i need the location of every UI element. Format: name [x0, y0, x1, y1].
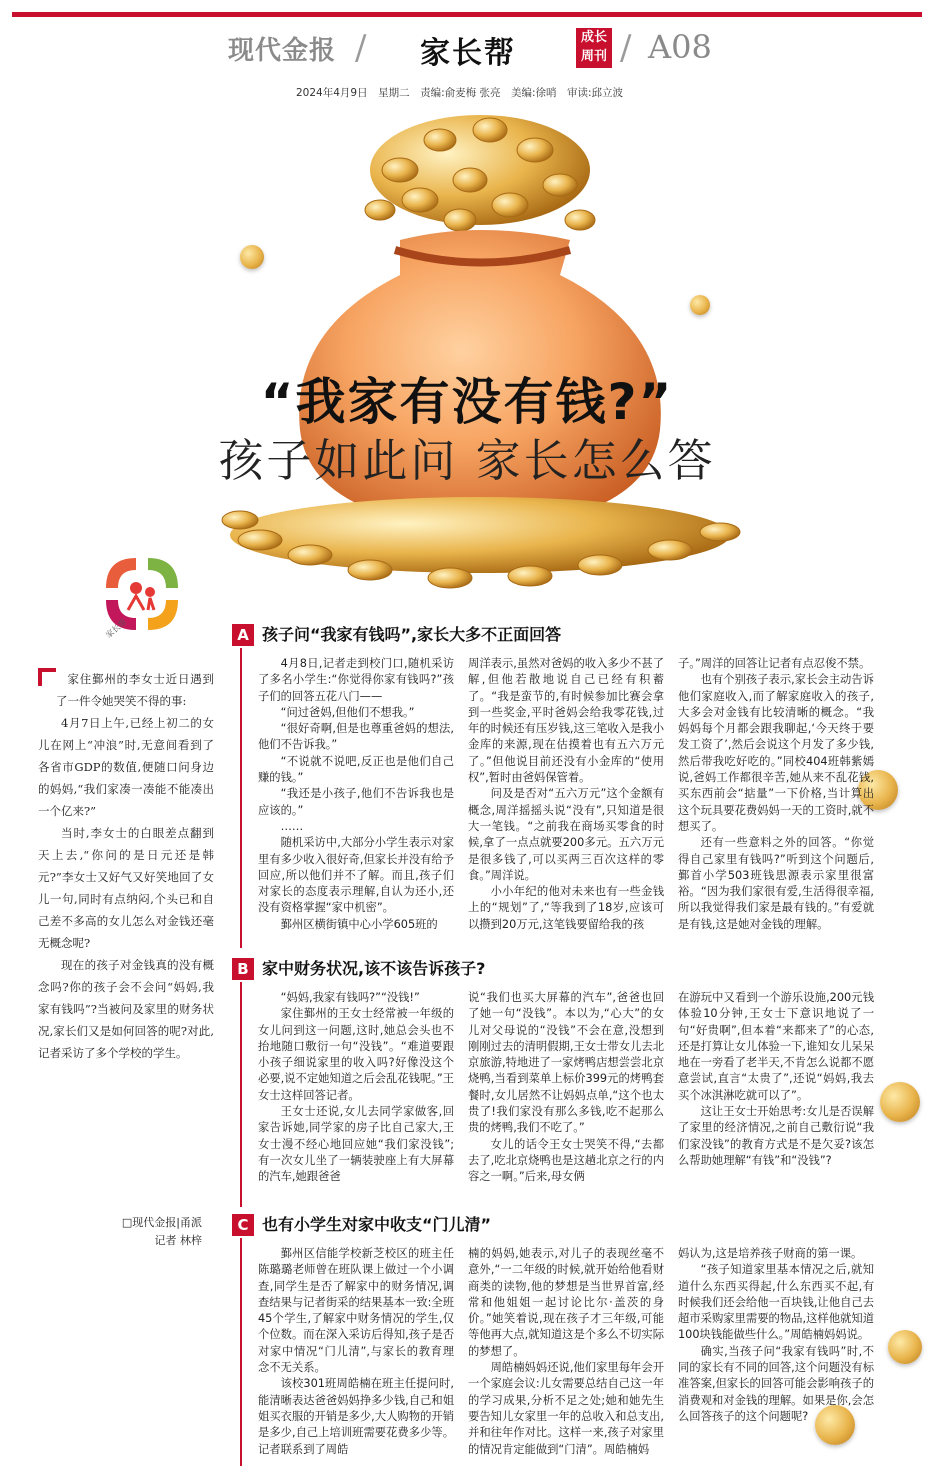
body-paragraph: 周皓楠妈妈还说,他们家里每年会开一个家庭会议:儿女需要总结自己这一年的学习成果,分析不足之处;她和她先生要告知儿女家里一年的总收入和总支出,并和往年作对比。这样一来,孩子对家里的情况肯定能做到“门清”。周皓楠妈 — [468, 1361, 664, 1456]
body-paragraph: 问及是否对“五六万元”这个金额有概念,周洋摇摇头说“没有”,只知道是很大一笔钱。“之前我在商场买零食的时候,拿了一点点就要200多元。五六万元是很多钱了,可以买两三百次这样的零食。”周洋说。 — [468, 787, 664, 882]
body-paragraph: …… — [280, 819, 304, 833]
body-paragraph: “不说就不说吧,反正也是他们自己赚的钱。” — [258, 754, 454, 785]
masthead-divider: / — [355, 28, 367, 68]
section-b-column-1 — [258, 990, 454, 1206]
lede-bracket — [38, 668, 56, 686]
byline — [98, 1214, 202, 1250]
body-paragraph: 楠的妈妈,她表示,对儿子的表现丝毫不意外,“一二年级的时候,就开始给他看财商类的读物,他的梦想是当世界首富,经常和他姐姐一起讨论比尔·盖茨的身价。”她笑着说,现在孩子才三年级,可能等他再大点,就知道这是个多么不切实际的梦想了。 — [468, 1247, 664, 1358]
section-rule — [240, 648, 242, 948]
body-paragraph: 小小年纪的他对未来也有一些金钱上的“规划”了,“等我到了18岁,应该可以攒到20万元,这笔钱要留给我的孩 — [468, 885, 664, 931]
body-paragraph: “问过爸妈,但他们不想我。” — [280, 705, 415, 719]
body-paragraph: 随机采访中,大部分小学生表示对家里有多少收入很好奇,但家长并没有给予回应,所以他们并不了解。而且,孩子们对家长的态度表示理解,自认为还小,还没有资格掌握“家中机密”。 — [258, 836, 454, 915]
body-paragraph: 子。”周洋的回答让记者有点忍俊不禁。 — [678, 657, 871, 670]
lede-paragraph: 当时,李女士的白眼差点翻到天上去,“你问的是日元还是韩元?”李女士又好气又好笑地回了女儿一句,同时有点纳闷,个头已和自己差不多高的女儿怎么对金钱还毫无概念呢? — [38, 826, 214, 950]
top-red-rule — [12, 12, 922, 17]
section-c-column-1 — [258, 1246, 454, 1468]
section-b-column-2 — [468, 990, 664, 1206]
weekly-badge-line1: 成长 — [580, 30, 607, 45]
issue-meta: 2024年4月9日 星期二 责编:俞麦梅 张亮 美编:徐哨 审读:邱立波 — [296, 87, 624, 99]
main-headline: “我家有没有钱?” — [260, 373, 674, 431]
body-paragraph: “妈妈,我家有钱吗?”“没钱!” — [280, 991, 420, 1004]
section-rule — [240, 982, 242, 1207]
body-paragraph: “我还是小孩子,他们不告诉我也是应该的。” — [258, 787, 454, 817]
masthead-divider: / — [620, 28, 632, 68]
section-rule — [240, 1238, 242, 1466]
body-paragraph: 鄞州区信能学校新芝校区的班主任陈璐璐老师曾在班队课上做过一个小调查,同学生是否了解家中的财务情况,调查结果与记者街采的结果基本一致:全班45个学生,了解家中财务情况的学生,仅个位数。而在深入采访后得知,孩子是否对家中情况“门儿清”,与家长的教育理念不无关系。 — [258, 1247, 454, 1375]
section-c-column-3 — [678, 1246, 874, 1468]
section-tag: C — [232, 1214, 254, 1236]
floating-coin-icon — [888, 1330, 922, 1364]
body-paragraph: 该校301班周皓楠在班主任提问时,能清晰表达爸爸妈妈挣多少钱,自己和姐姐买衣服的开销是多少,大人购物的开销是多少,自己上培训班需要花费多少等。记者联系到了周皓 — [258, 1377, 454, 1456]
section-c-column-2 — [468, 1246, 664, 1468]
section-a-column-1 — [258, 656, 454, 952]
floating-coin-icon — [880, 1082, 920, 1122]
lede-paragraph: 现在的孩子对金钱真的没有概念吗?你的孩子会不会问“妈妈,我家有钱吗”?当被问及家里的财务状况,家长们又是如何回答的呢?对此,记者采访了多个学校的学生。 — [38, 958, 214, 1060]
money-bag-illustration — [150, 100, 790, 610]
section-b-column-3 — [678, 990, 874, 1206]
body-paragraph: 说“我们也买大屏幕的汽车”,爸爸也回了她一句“没钱”。本以为,“心大”的女儿对父母说的“没钱”不会在意,没想到刚刚过去的清明假期,王女士带女儿去北京旅游,特地进了一家烤鸭店想尝尝北京烧鸭,当看到菜单上标价399元的烤鸭套餐时,女儿居然不让妈妈点单,“这个也太贵了!我们家没有那么多钱,吃不起那么贵的烤鸭,我们不吃了。” — [468, 991, 664, 1135]
body-paragraph: “很好奇啊,但是也尊重爸妈的想法,他们不告诉我。” — [258, 722, 454, 752]
body-paragraph: 女儿的话令王女士哭笑不得,“去都去了,吃北京烧鸭也是这趟北京之行的内容之一啊。”后来,母女俩 — [468, 1137, 664, 1184]
section-c-header — [232, 1214, 892, 1238]
body-paragraph: 在游玩中又看到一个游乐设施,200元钱体验10分钟,王女士下意识地说了一句“好贵啊”,但本着“来都来了”的心态,还是打算让女儿体验一下,谁知女儿呆呆地在一旁看了老半天,不肯怎么说都不愿意尝试,直言“太贵了”,还说“妈妈,我去买个冰淇淋吃就可以了”。 — [678, 991, 874, 1102]
body-paragraph: 也有个别孩子表示,家长会主动告诉他们家庭收入,而了解家庭收入的孩子,大多会对金钱有比较清晰的概念。“我妈妈每个月都会跟我聊起,‘今天终于要发工资了’,然后会说这个月发了多少钱,然后带我吃好吃的。”同校404班韩紫嫣说,爸妈工作都很辛苦,她从来不乱花钱,买东西前会“掂量”一下价格,当计算出这个玩具要花费妈妈一天的工资时,就不想买了。 — [678, 673, 874, 833]
body-paragraph: 鄞州区横街镇中心小学605班的 — [280, 917, 438, 931]
body-paragraph: 家住鄞州的王女士经常被一年级的女儿问到这一问题,这时,她总会头也不抬地随口敷衍一句“没钱”。“难道要跟小孩子细说家里的收入吗?好像没这个必要,说不定她知道之后会乱花钱呢。”王女士这样回答记者。 — [258, 1007, 454, 1102]
logo-caption: 家长帮 — [104, 617, 129, 640]
section-a-header — [232, 624, 892, 648]
section-a-column-3 — [678, 656, 874, 952]
section-name: 家长帮 — [420, 36, 516, 71]
lede-paragraph: 4月7日上午,已经上初二的女儿在网上“冲浪”时,无意间看到了各省市GDP的数值,便随口问身边的妈妈,“我们家凑一凑能不能凑出一个亿来?” — [38, 716, 214, 818]
section-a-column-2 — [468, 656, 664, 952]
byline-reporter: 记者 林梓 — [154, 1234, 202, 1247]
weekly-badge — [576, 28, 612, 68]
floating-coin-icon — [690, 295, 710, 315]
section-tag: A — [232, 624, 254, 646]
lede-paragraph: 家住鄞州的李女士近日遇到了一件令她哭笑不得的事: — [56, 672, 214, 708]
section-title: 孩子问“我家有钱吗”,家长大多不正面回答 — [262, 625, 562, 644]
body-paragraph: 确实,当孩子问“我家有钱吗”时,不同的家长有不同的回答,这个问题没有标准答案,但家长的回答可能会影响孩子的消费观和对金钱的理解。如果是你,会怎么回答孩子的这个问题呢? — [678, 1344, 874, 1423]
sub-headline: 孩子如此问 家长怎么答 — [218, 434, 716, 487]
body-paragraph: 周洋表示,虽然对爸妈的收入多少不甚了解,但他若散地说自己已经有积蓄了。“我是蛮节的,有时候参加比赛会拿到一些奖金,平时爸妈会给我零花钱,过年的时候还有压岁钱,这三笔收入是我小金库的来源,现在估摸着也有五六万元了。”但他说目前还没有小金库的“使用权”,暂时由爸妈保管着。 — [468, 657, 664, 785]
body-paragraph: 这让王女士开始思考:女儿是否误解了家里的经济情况,之前自己敷衍说“我们家没钱”的教育方式是不是欠妥?该怎么帮助她理解“有钱”和“没钱”? — [678, 1105, 874, 1167]
page-number: A08 — [648, 28, 712, 66]
section-title: 也有小学生对家中收支“门儿清” — [262, 1215, 492, 1234]
section-tag: B — [232, 958, 254, 980]
family-hands-logo-icon — [96, 548, 188, 640]
section-b-header — [232, 958, 892, 982]
body-paragraph: 还有一些意料之外的回答。“你觉得自己家里有钱吗?”听到这个问题后,鄞首小学503班钱思源表示家里很富裕。“因为我们家很有爱,生活得很幸福,所以我觉得我们家是最有钱的。”有爱就是有钱,这是她对金钱的理解。 — [678, 836, 874, 931]
section-title: 家中财务状况,该不该告诉孩子? — [262, 959, 486, 978]
lede-sidebar — [38, 668, 214, 1064]
newspaper-brand: 现代金报 — [228, 36, 337, 66]
body-paragraph: “孩子知道家里基本情况之后,就知道什么东西买得起,什么东西买不起,有时候我们还会给他一百块钱,让他自己去超市采购家里需要的物品,这样他就知道100块钱能做些什么。”周皓楠妈妈说。 — [678, 1263, 874, 1342]
floating-coin-icon — [240, 245, 264, 269]
body-paragraph: 妈认为,这是培养孩子财商的第一课。 — [678, 1247, 863, 1260]
byline-source: □现代金报|甬派 — [121, 1216, 202, 1229]
body-paragraph: 4月8日,记者走到校门口,随机采访了多名小学生:“你觉得你家有钱吗?”孩子们的回答五花八门—— — [258, 657, 454, 703]
weekly-badge-line2: 周刊 — [580, 49, 607, 64]
body-paragraph: 王女士还说,女儿去同学家做客,回家告诉她,同学家的房子比自己家大,王女士漫不经心地回应她“我们家没钱”;有一次女儿坐了一辆装驶座上有大屏幕的汽车,她跟爸爸 — [258, 1105, 454, 1184]
